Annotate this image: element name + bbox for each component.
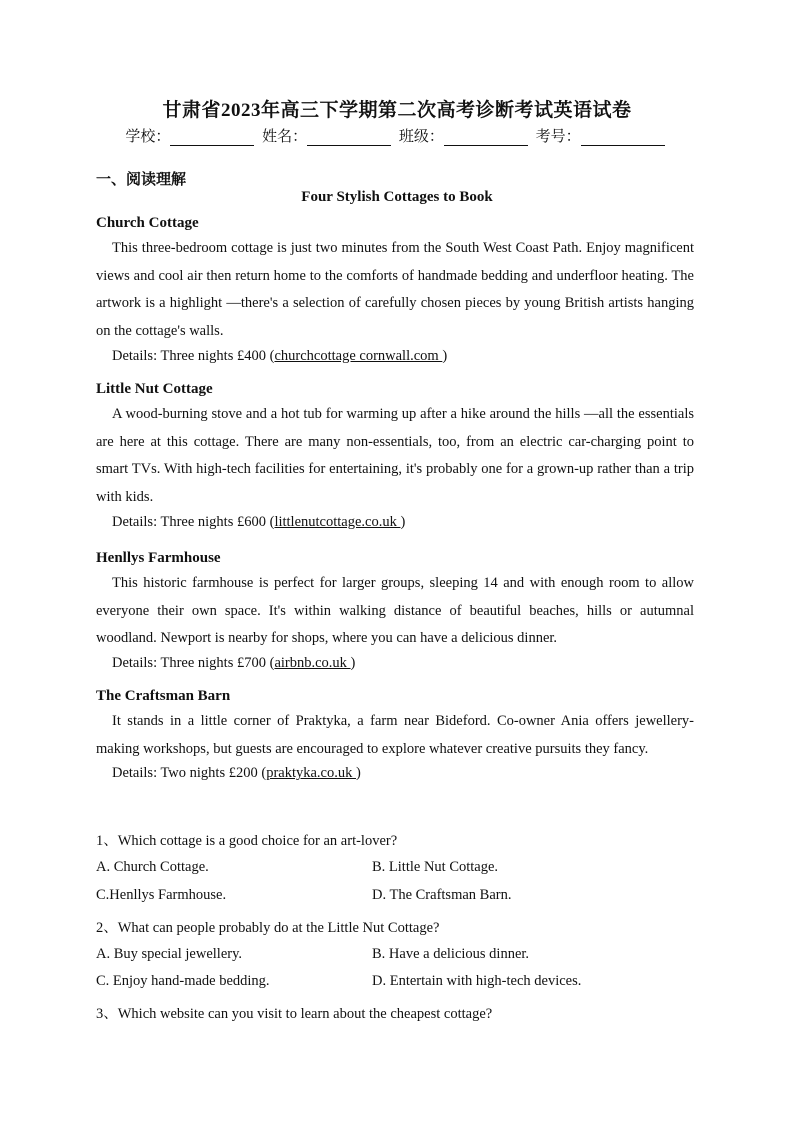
- option-b[interactable]: B. Have a delicious dinner.: [372, 946, 530, 962]
- exam-number-label: 考号：: [535, 129, 581, 145]
- cottage-details: [96, 653, 694, 673]
- class-blank[interactable]: [444, 131, 528, 146]
- option-c[interactable]: C. Enjoy hand-made bedding.: [96, 973, 270, 989]
- cottage-description: It stands in a little corner of Praktyka, a farm near Bideford. Co-owner Ania offers jewellery-making workshops, but guests are encouraged to explore whatever creative pursuits they fancy.: [96, 713, 694, 757]
- details-text: Details: Three nights £600 (: [112, 513, 275, 530]
- cottage-link[interactable]: churchcottage cornwall.com: [274, 347, 443, 364]
- cottage-details: [96, 763, 694, 783]
- school-label: 学校：: [125, 129, 171, 145]
- question-stem: 1、Which cottage is a good choice for an art-lover?: [96, 833, 398, 849]
- cottage-entry: [96, 550, 694, 673]
- school-blank[interactable]: [170, 131, 254, 146]
- option-d[interactable]: D. The Craftsman Barn.: [372, 887, 512, 903]
- cottage-description: This historic farmhouse is perfect for larger groups, sleeping 14 and with enough room to allow everyone their own space. It's within walking distance of beautiful beaches, hills or autumnal woodland. Newport is nearby for shops, where you can have a delicious dinner.: [96, 575, 694, 647]
- cottage-entry: [96, 381, 694, 532]
- cottage-description: A wood-burning stove and a hot tub for warming up after a hike around the hills —all the essentials are here at this cottage. There are many non-essentials, too, from an electric car-charging point to smart TVs. With high-tech facilities for entertaining, it's probably one for a grown-up rather than a trip with kids.: [96, 406, 694, 506]
- question-stem: 3、Which website can you visit to learn about the cheapest cottage?: [96, 1006, 493, 1022]
- option-d[interactable]: D. Entertain with high-tech devices.: [372, 973, 582, 989]
- details-close: ): [442, 347, 448, 364]
- class-label: 班级：: [398, 129, 444, 145]
- exam-number-blank[interactable]: [581, 131, 665, 146]
- details-text: Details: Three nights £700 (: [112, 655, 275, 672]
- cottage-link[interactable]: praktyka.co.uk: [266, 765, 356, 782]
- cottage-description: This three-bedroom cottage is just two minutes from the South West Coast Path. Enjoy magnificent views and cool air then return home to the comforts of handmade bedding and underfloor heating. The artwork is a highlight —there's a selection of carefully chosen pieces by young British artists hanging on the cottage's walls.: [96, 240, 694, 340]
- exam-title: 甘肃省2023年高三下学期第二次高考诊断考试英语试卷: [162, 100, 632, 121]
- cottage-name: Henllys Farmhouse: [96, 550, 221, 566]
- cottage-name: Church Cottage: [96, 215, 199, 231]
- section-heading: 一、阅读理解: [96, 172, 187, 188]
- details-close: ): [400, 513, 406, 530]
- cottage-name: Little Nut Cottage: [96, 381, 213, 397]
- details-close: ): [350, 655, 356, 672]
- option-c[interactable]: C.Henllys Farmhouse.: [96, 887, 227, 903]
- name-label: 姓名：: [262, 129, 308, 145]
- cottage-entry: [96, 215, 694, 366]
- cottage-details: [96, 346, 694, 366]
- option-a[interactable]: A. Church Cottage.: [96, 859, 209, 875]
- cottage-entry: [96, 688, 694, 783]
- cottage-link[interactable]: littlenutcottage.co.uk: [274, 513, 401, 530]
- student-info-line: [0, 125, 794, 146]
- option-a[interactable]: A. Buy special jewellery.: [96, 946, 243, 962]
- question-stem: 2、What can people probably do at the Little Nut Cottage?: [96, 920, 440, 936]
- cottage-link[interactable]: airbnb.co.uk: [274, 655, 351, 672]
- passage-title: Four Stylish Cottages to Book: [301, 189, 493, 205]
- details-text: Details: Three nights £400 (: [112, 347, 275, 364]
- name-blank[interactable]: [307, 131, 391, 146]
- details-close: ): [355, 765, 361, 782]
- cottage-details: [96, 512, 694, 532]
- details-text: Details: Two nights £200 (: [112, 765, 267, 782]
- cottage-name: The Craftsman Barn: [96, 688, 231, 704]
- option-b[interactable]: B. Little Nut Cottage.: [372, 859, 499, 875]
